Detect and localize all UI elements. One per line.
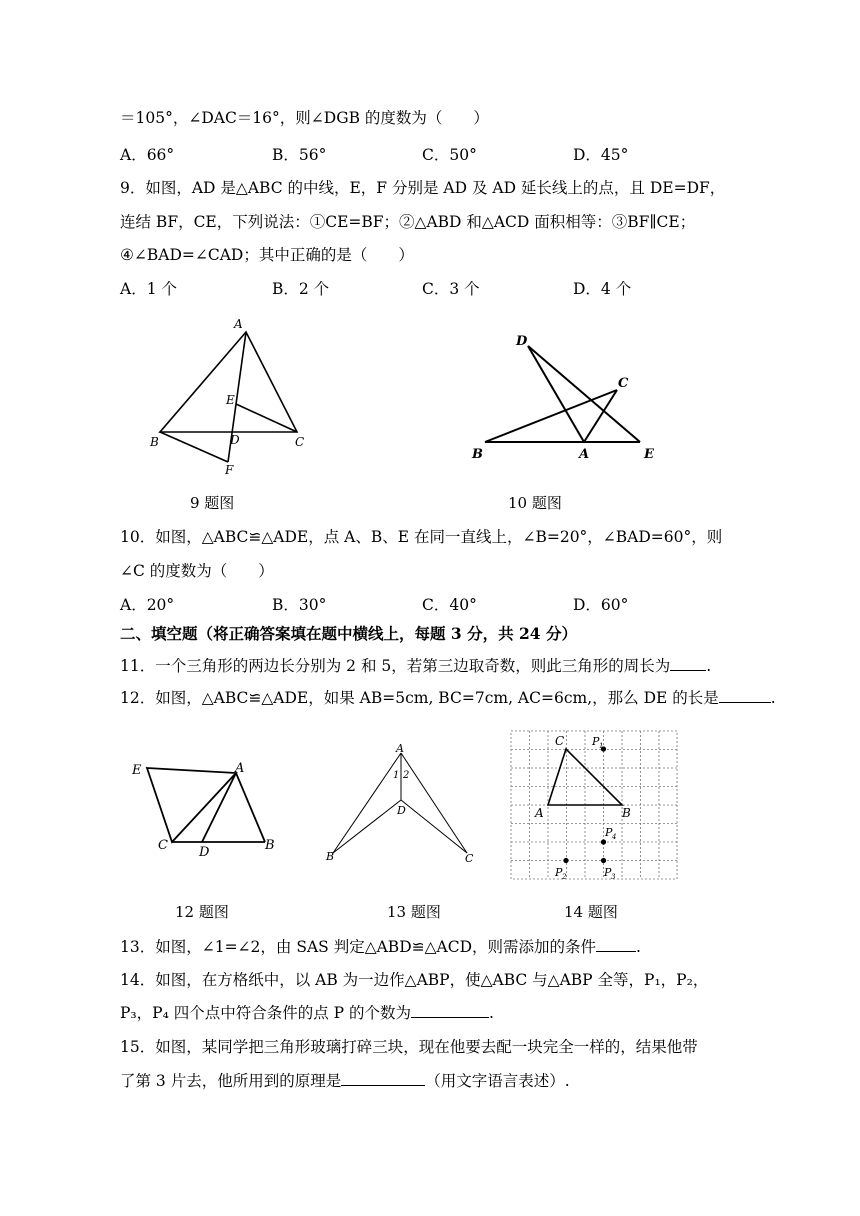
fig10-label-b: B (472, 447, 483, 462)
fig14-label-p3-sub: 3 (611, 873, 616, 881)
fig14-label-c: C (555, 734, 565, 748)
q14-line-2 (120, 1003, 494, 1023)
fig14-label-p4-sub: 4 (612, 833, 617, 841)
q11-period: . (706, 657, 712, 675)
q8-option-c: C．50° (422, 146, 477, 164)
q14-line-1: 14．如图，在方格纸中，以 AB 为一边作△ABP，使△ABC 与△ABP 全等，P₁，P₂， (120, 971, 709, 989)
fig10-caption: 10 题图 (508, 494, 562, 512)
q12-text (120, 688, 776, 708)
fig13-label-b: B (326, 850, 335, 863)
fig13-label-1: 1 (393, 770, 400, 781)
q9-option-b: B．2 个 (272, 280, 330, 298)
q11-answer-blank[interactable] (670, 656, 706, 671)
section-2-heading: 二、填空题（将正确答案填在题中横线上，每题 3 分，共 24 分） (120, 624, 577, 643)
fig14-caption: 14 题图 (564, 903, 618, 921)
fig9-label-f: F (225, 463, 234, 477)
fig9-label-a: A (234, 317, 243, 331)
fig12-caption: 12 题图 (175, 903, 229, 921)
fig13-label-2: 2 (403, 770, 410, 781)
q13-period: . (636, 938, 641, 956)
q9-line-1: 9．如图，AD 是△ABC 的中线，E，F 分别是 AD 及 AD 延长线上的点，且 DE=DF， (120, 179, 726, 197)
fig13-label-a: A (396, 742, 404, 755)
fig13-label-d: D (397, 804, 406, 817)
fig12-label-d: D (199, 845, 210, 860)
fig14-label-p1: P (592, 735, 600, 748)
fig12-label-e: E (132, 763, 142, 778)
fig14-label-p4: P (605, 826, 613, 839)
q10-option-c: C．40° (422, 596, 477, 614)
fig12-label-c: C (158, 838, 168, 853)
q13-answer-blank[interactable] (596, 937, 636, 952)
q11-question: 11．一个三角形的两边长分别为 2 和 5，若第三边取奇数，则此三角形的周长为 (120, 657, 671, 675)
fig14-label-p2-sub: 2 (562, 873, 567, 881)
q8-option-a: A．66° (120, 146, 175, 164)
q8-text: ＝105°，∠DAC＝16°，则∠DGB 的度数为（ ） (120, 109, 489, 127)
fig9-label-b: B (150, 435, 159, 449)
fig14-label-p3: P (604, 866, 612, 879)
q14-answer-blank[interactable] (411, 1003, 489, 1018)
fig9-label-c: C (295, 435, 305, 449)
q8-option-b: B．56° (272, 146, 327, 164)
q13-text (120, 937, 641, 957)
fig9-label-d: D (230, 433, 240, 447)
fig12-label-a: A (235, 761, 245, 776)
q11-text (120, 656, 711, 676)
fig9-caption: 9 题图 (190, 494, 235, 512)
q9-option-a: A．1 个 (120, 280, 177, 298)
q9-option-c: C．3 个 (422, 280, 480, 298)
q15-answer-blank[interactable] (341, 1071, 425, 1086)
fig10-label-d: D (516, 334, 528, 349)
q10-option-b: B．30° (272, 596, 327, 614)
q15-note: （用文字语言表述）. (425, 1072, 570, 1090)
q12-answer-blank[interactable] (719, 688, 771, 703)
fig14-label-a: A (535, 806, 544, 820)
q9-line-3: ④∠BAD=∠CAD；其中正确的是（ ） (120, 246, 414, 264)
q8-option-d: D．45° (573, 146, 629, 164)
q15-line-1: 15．如图，某同学把三角形玻璃打碎三块，现在他要去配一块完全一样的，结果他带 (120, 1038, 698, 1056)
q10-line-1: 10．如图，△ABC≌△ADE，点 A、B、E 在同一直线上，∠B=20°，∠BAD=60°，则 (120, 528, 723, 546)
fig14-label-p1-sub: 1 (599, 742, 604, 750)
fig13-label-c: C (465, 852, 474, 865)
fig14-label-p2: P (555, 866, 563, 879)
q14-period: . (489, 1004, 494, 1022)
q10-option-a: A．20° (120, 596, 175, 614)
q15-line-2 (120, 1071, 570, 1091)
q12-period: . (770, 689, 776, 707)
fig10-label-a: A (579, 447, 590, 462)
fig12-label-b: B (265, 838, 275, 853)
fig9-label-e: E (226, 393, 235, 407)
q12-question: 12．如图，△ABC≌△ADE，如果 AB=5cm, BC=7cm, AC=6cm,，那么 DE 的长是 (120, 689, 719, 707)
fig13-caption: 13 题图 (387, 903, 441, 921)
fig10-label-c: C (618, 376, 629, 391)
q9-line-2: 连结 BF，CE，下列说法：①CE=BF；②△ABD 和△ACD 面积相等：③BF∥CE； (120, 213, 696, 231)
fig14-label-b: B (622, 806, 631, 820)
fig10-label-e: E (644, 447, 654, 462)
q14-question: P₃，P₄ 四个点中符合条件的点 P 的个数为 (120, 1004, 411, 1022)
q15-question: 了第 3 片去，他所用到的原理是 (120, 1072, 342, 1090)
q10-line-2: ∠C 的度数为（ ） (120, 562, 274, 580)
q10-option-d: D．60° (573, 596, 629, 614)
q13-question: 13．如图，∠1=∠2，由 SAS 判定△ABD≌△ACD，则需添加的条件 (120, 938, 597, 956)
q9-option-d: D．4 个 (573, 280, 632, 298)
